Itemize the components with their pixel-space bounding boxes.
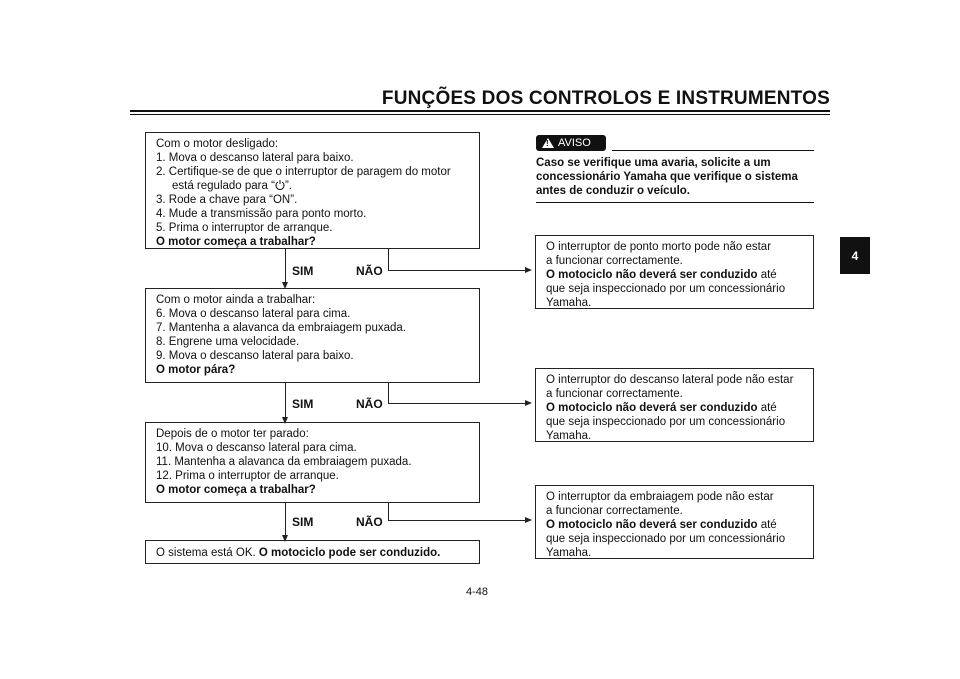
- yes-label: SIM: [292, 264, 314, 278]
- step-box-3: [145, 422, 480, 503]
- fault-box-3: [535, 485, 814, 559]
- box1-line: 3. Rode a chave para “ON”.: [156, 194, 298, 206]
- no-arrow: [525, 517, 532, 523]
- fault-line: Yamaha.: [546, 297, 592, 309]
- yes-label: SIM: [292, 515, 314, 529]
- step-box-1: [145, 132, 480, 249]
- fault-line: O interruptor da embraiagem pode não estar: [546, 491, 774, 503]
- box3-line: 10. Mova o descanso lateral para cima.: [156, 442, 357, 454]
- no-arrow: [525, 400, 532, 406]
- box2-line: 9. Mova o descanso lateral para baixo.: [156, 350, 354, 362]
- box2-line: 7. Mantenha a alavanca da embraiagem puxada.: [156, 322, 406, 334]
- box3-line: 11. Mantenha a alavanca da embraiagem puxada.: [156, 456, 412, 468]
- step-box-2: [145, 288, 480, 383]
- box1-line: 5. Prima o interruptor de arranque.: [156, 222, 333, 234]
- yes-connector: [285, 503, 286, 536]
- box1-question: O motor começa a trabalhar?: [156, 236, 316, 248]
- fault-line: O interruptor do descanso lateral pode não estar: [546, 374, 794, 386]
- page-number: 4-48: [466, 586, 489, 598]
- fault-line: a funcionar correctamente.: [546, 505, 683, 517]
- warning-bottom-rule: [536, 202, 814, 203]
- warning-badge: [536, 135, 606, 151]
- yes-connector: [285, 383, 286, 418]
- no-connector: [388, 403, 525, 404]
- fault-line: O motociclo não deverá ser conduzido até: [546, 269, 777, 281]
- box1-line: 1. Mova o descanso lateral para baixo.: [156, 152, 354, 164]
- box3-line: Depois de o motor ter parado:: [156, 428, 309, 440]
- no-arrow: [525, 267, 532, 273]
- fault-line: que seja inspeccionado por um concessionário: [546, 416, 786, 428]
- fault-box-2: [535, 368, 814, 442]
- title-rule-thin: [130, 114, 830, 115]
- warning-rule: [612, 150, 814, 151]
- no-connector: [388, 520, 525, 521]
- page-title: FUNÇÕES DOS CONTROLOS E INSTRUMENTOS: [381, 88, 830, 109]
- yes-label: SIM: [292, 397, 314, 411]
- fault-line: O interruptor de ponto morto pode não estar: [546, 241, 772, 253]
- no-connector: [388, 383, 389, 404]
- box1-line: 4. Mude a transmissão para ponto morto.: [156, 208, 367, 220]
- result-ok-box: [145, 540, 480, 564]
- box2-line: 8. Engrene uma velocidade.: [156, 336, 300, 348]
- warning-icon: !: [542, 138, 554, 148]
- box3-question: O motor começa a trabalhar?: [156, 484, 316, 496]
- no-label: NÃO: [356, 397, 383, 411]
- box2-line: Com o motor ainda a trabalhar:: [156, 294, 316, 306]
- fault-line: O motociclo não deverá ser conduzido até: [546, 402, 777, 414]
- fault-line: Yamaha.: [546, 547, 592, 559]
- no-label: NÃO: [356, 515, 383, 529]
- box1-line: 2. Certifique-se de que o interruptor de paragem do motor: [156, 166, 451, 178]
- fault-box-1: [535, 235, 814, 309]
- fault-line: Yamaha.: [546, 430, 592, 442]
- no-connector: [388, 249, 389, 271]
- no-connector: [388, 503, 389, 521]
- box2-line: 6. Mova o descanso lateral para cima.: [156, 308, 351, 320]
- warning-text: Caso se verifique uma avaria, solicite a um concessionário Yamaha que verifique o sistema antes de conduzir o veículo.: [536, 157, 798, 197]
- fault-line: O motociclo não deverá ser conduzido até: [546, 519, 777, 531]
- result-ok-text: O sistema está OK. O motociclo pode ser conduzido.: [156, 547, 441, 559]
- fault-line: que seja inspeccionado por um concessionário: [546, 283, 786, 295]
- fault-line: a funcionar correctamente.: [546, 255, 683, 267]
- box3-line: 12. Prima o interruptor de arranque.: [156, 470, 339, 482]
- box1-line: está regulado para “ ”.: [172, 180, 292, 192]
- title-rule: [130, 110, 830, 112]
- no-connector: [388, 270, 525, 271]
- no-label: NÃO: [356, 264, 383, 278]
- box1-line: Com o motor desligado:: [156, 138, 279, 150]
- chapter-tab: 4: [840, 237, 870, 274]
- fault-line: a funcionar correctamente.: [546, 388, 683, 400]
- warning-badge-label: AVISO: [558, 137, 591, 149]
- yes-connector: [285, 249, 286, 283]
- fault-line: que seja inspeccionado por um concessionário: [546, 533, 786, 545]
- engine-stop-icon: [275, 180, 285, 190]
- box2-question: O motor pára?: [156, 364, 236, 376]
